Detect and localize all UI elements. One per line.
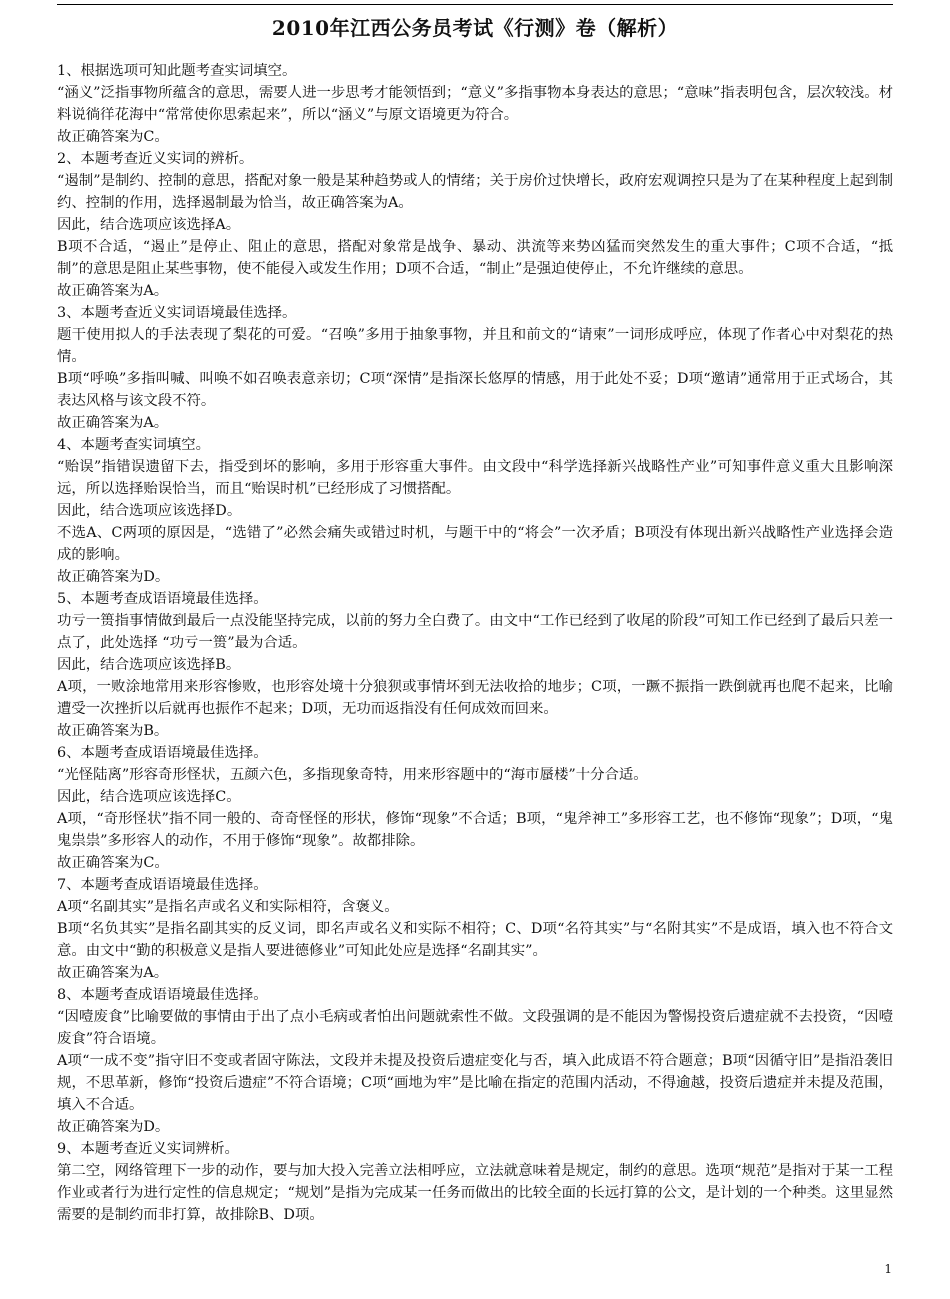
header-rule bbox=[57, 4, 893, 5]
paragraph: A项，“奇形怪状”指不同一般的、奇奇怪怪的形状，修饰“现象”不合适；B项，“鬼斧神工”多形容工艺，也不修饰“现象”；D项，“鬼鬼祟祟”多形容人的动作，不用于修饰“现象”。故都排除。 bbox=[57, 811, 893, 849]
paragraph: 因此，结合选项应该选择D。 bbox=[57, 503, 242, 519]
paragraph: 故正确答案为D。 bbox=[57, 1119, 170, 1135]
paragraph: A项，一败涂地常用来形容惨败，也形容处境十分狼狈或事情坏到无法收拾的地步；C项，一蹶不振指一跌倒就再也爬不起来，比喻遭受一次挫折以后就再也振作不起来；D项，无功而返指没有任何成效而回来。 bbox=[57, 679, 893, 717]
paragraph: 8、本题考查成语语境最佳选择。 bbox=[57, 987, 268, 1003]
paragraph: 故正确答案为D。 bbox=[57, 569, 170, 585]
paragraph: “遏制”是制约、控制的意思，搭配对象一般是某种趋势或人的情绪；关于房价过快增长，政府宏观调控只是为了在某种程度上起到制约、控制的作用，选择遏制最为恰当，故正确答案为A。 bbox=[57, 173, 893, 211]
paragraph: “涵义”泛指事物所蕴含的意思，需要人进一步思考才能领悟到；“意义”多指事物本身表达的意思；“意味”指表明包含，层次较浅。材料说徜徉花海中“常常使你思索起来”，所以“涵义”与原文语境更为符合。 bbox=[57, 85, 893, 123]
paragraph: 故正确答案为C。 bbox=[57, 129, 169, 145]
paragraph: 故正确答案为A。 bbox=[57, 283, 169, 299]
paragraph: 故正确答案为A。 bbox=[57, 965, 169, 981]
paragraph: 故正确答案为C。 bbox=[57, 855, 169, 871]
paragraph: 题干使用拟人的手法表现了梨花的可爱。“召唤”多用于抽象事物，并且和前文的“请柬”一词形成呼应，体现了作者心中对梨花的热情。 bbox=[57, 327, 893, 365]
paragraph: B项不合适，“遏止”是停止、阻止的意思，搭配对象常是战争、暴动、洪流等来势凶猛而突然发生的重大事件；C项不合适，“抵制”的意思是阻止某些事物，使不能侵入或发生作用；D项不合适，“制止”是强迫使停止，不允许继续的意思。 bbox=[57, 239, 893, 277]
paragraph: 9、本题考查近义实词辨析。 bbox=[57, 1141, 239, 1157]
paragraph: 因此，结合选项应该选择B。 bbox=[57, 657, 241, 673]
paragraph: A项“一成不变”指守旧不变或者固守陈法，文段并未提及投资后遗症变化与否，填入此成语不符合题意；B项“因循守旧”是指沿袭旧规，不思革新，修饰“投资后遗症”不符合语境；C项“画地为牢”是比喻在指定的范围内活动，不得逾越，投资后遗症并未提及范围，填入不合适。 bbox=[57, 1053, 893, 1113]
paragraph: 3、本题考查近义实词语境最佳选择。 bbox=[57, 305, 297, 321]
paragraph: 功亏一篑指事情做到最后一点没能坚持完成，以前的努力全白费了。由文中“工作已经到了收尾的阶段”可知工作已经到了最后只差一点了，此处选择 “功亏一篑”最为合适。 bbox=[57, 613, 893, 651]
paragraph: “光怪陆离”形容奇形怪状，五颜六色，多指现象奇特，用来形容题中的“海市蜃楼”十分合适。 bbox=[57, 767, 648, 783]
paragraph: 5、本题考查成语语境最佳选择。 bbox=[57, 591, 268, 607]
paragraph: 故正确答案为B。 bbox=[57, 723, 169, 739]
page-number: 1 bbox=[884, 1262, 892, 1276]
paragraph: 第二空，网络管理下一步的动作，要与加大投入完善立法相呼应，立法就意味着是规定，制约的意思。选项“规范”是指对于某一工程作业或者行为进行定性的信息规定；“规划”是指为完成某一任务而做出的比较全面的长远打算的公文，是计划的一个种类。这里显然需要的是制约而非打算，故排除B、D项。 bbox=[57, 1163, 893, 1223]
paragraph: 7、本题考查成语语境最佳选择。 bbox=[57, 877, 268, 893]
paragraph: 6、本题考查成语语境最佳选择。 bbox=[57, 745, 268, 761]
paragraph: A项“名副其实”是指名声或名义和实际相符，含褒义。 bbox=[57, 899, 399, 915]
paragraph: B项“名负其实”是指名副其实的反义词，即名声或名义和实际不相符；C、D项“名符其实”与“名附其实”不是成语，填入也不符合文意。由文中“勤的积极意义是指人要进德修业”可知此处应是选择“名副其实”。 bbox=[57, 921, 893, 959]
paragraph: 因此，结合选项应该选择A。 bbox=[57, 217, 241, 233]
paragraph: “贻误”指错误遗留下去，指受到坏的影响，多用于形容重大事件。由文段中“科学选择新兴战略性产业”可知事件意义重大且影响深远，所以选择贻误恰当，而且“贻误时机”已经形成了习惯搭配。 bbox=[57, 459, 893, 497]
paragraph: 故正确答案为A。 bbox=[57, 415, 169, 431]
paragraph: 1、根据选项可知此题考查实词填空。 bbox=[57, 63, 297, 79]
paragraph: B项“呼唤”多指叫喊、叫唤不如召唤表意亲切；C项“深情”是指深长悠厚的情感，用于此处不妥；D项“邀请”通常用于正式场合，其表达风格与该文段不符。 bbox=[57, 371, 893, 409]
document-body bbox=[57, 60, 893, 1226]
paragraph: “因噎废食”比喻要做的事情由于出了点小毛病或者怕出问题就索性不做。文段强调的是不能因为警惕投资后遗症就不去投资，“因噎废食”符合语境。 bbox=[57, 1009, 893, 1047]
paragraph: 不选A、C两项的原因是，“选错了”必然会痛失或错过时机，与题干中的“将会”一次矛盾；B项没有体现出新兴战略性产业选择会造成的影响。 bbox=[57, 525, 893, 563]
paragraph: 2、本题考查近义实词的辨析。 bbox=[57, 151, 254, 167]
document-title: 2010年江西公务员考试《行测》卷（解析） bbox=[271, 16, 679, 40]
paragraph: 4、本题考查实词填空。 bbox=[57, 437, 211, 453]
paragraph: 因此，结合选项应该选择C。 bbox=[57, 789, 241, 805]
